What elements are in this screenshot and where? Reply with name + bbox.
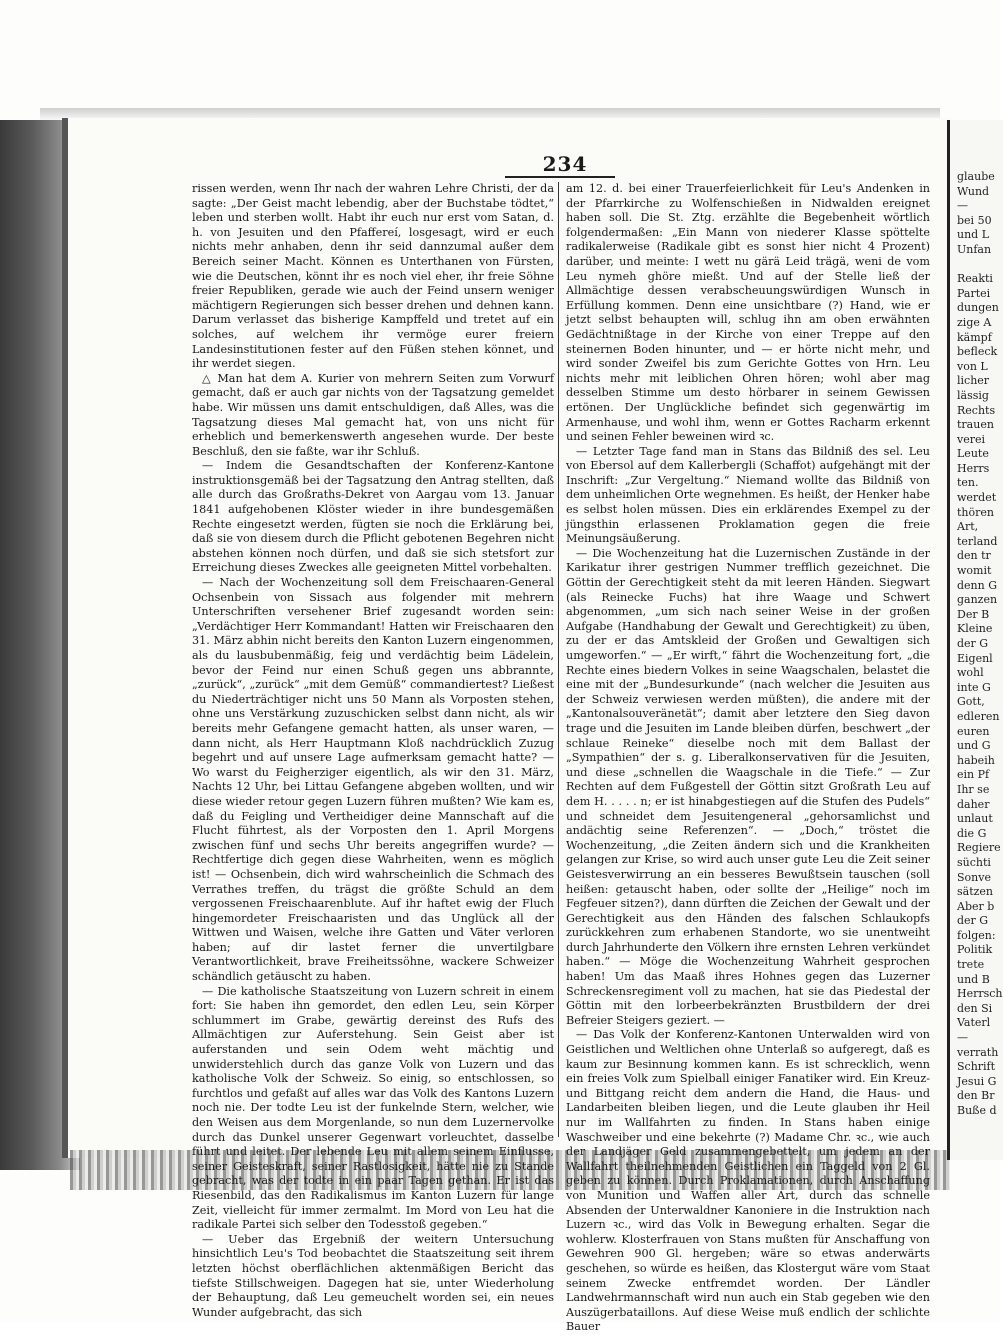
paragraph: rissen werden, wenn Ihr nach der wahren Lehre Christi, der da sagte: „Der Geist macht lebendig, aber der Buchstabe tödtet,“ leben und sterben wollt. Habt ihr euch nur erst vom Satan, d. h. von Jesuiten und den Pfaffereí, losgesagt, wird er euch nichts mehr anhaben, denn ihr seid dannzumal außer dem Bereich seiner Macht. Können es Unterthanen von Fürsten, wie die Deutschen, könnt ihr es noch viel eher, ihr freie Söhne freier Republiken, gerade wie auch der Feind unsern weniger mächtigern Regierungen sich besser drehen und dehnen kann. Darum verlasset das bisherige Kampffeld und tretet auf ein solches, auf welchem ihr vermöge eurer freiern Landesinstitutionen fester auf den Füßen stehen könnet, und ihr werdet siegen. [192, 182, 554, 371]
paragraph: am 12. d. bei einer Trauerfeierlichkeit für Leu's Andenken in der Pfarrkirche zu Wolfenschießen in Nidwalden ereignet haben soll. Die St. Ztg. erzählte die Begebenheit wörtlich folgendermaßen: „Ein Mann von niederer Klasse spöttelte radikalerweise (Radikale gibt es sonst hier nicht 4 Prozent) darüber, und meinte: I wett nu gärä Leid trägä, weni de vom Leu nymeh ghöre mießt. Und auf der Stelle ließ der Allmächtige dessen verabscheuungswürdigen Wunsch in Erfüllung kommen. Denn eine unsichtbare (?) Hand, wie er jetzt selbst behaupten will, schlug ihn am oben erwähnten Gedächtnißtage in der Kirche von einer Treppe auf den steinernen Boden hinunter, und — er hörte nicht mehr, und wird sonder Zweifel bis zum Gerichte Gottes von Hrn. Leu nichts mehr mit leiblichen Ohren hören; wohl aber mag desselben Stimme um desto hörbarer in seinem Gewissen ertönen. Der Unglückliche befindet sich gegenwärtig im Armenhause, und wohl ihm, wenn er Gottes Racharm erkennt und seinen Fehler beweinen wird ꝛc. [566, 182, 930, 444]
paragraph: — Die katholische Staatszeitung von Luzern schreit in einem fort: Sie haben ihn gemordet, den edlen Leu, sein Körper schlummert im Grabe, gewärtig dereinst des Rufs des Allmächtigen zur Auferstehung. Sein Geist aber ist auferstanden und sein Odem weht mächtig und unwiderstehlich durch das ganze Volk von Luzern und das katholische Volk der Schweiz. So einig, so entschlossen, so furchtlos und gefaßt auf alles war das Volk des Kantons Luzern noch nie. Der todte Leu ist der funkelnde Stern, welcher, wie den Weisen aus dem Morgenlande, so nun dem Luzernervolke durch das Dunkel unserer Gegenwart vorleuchtet, dasselbe führt und leitet. Der lebende Leu mit allem seinem Einflusse, seiner Geisteskraft, seiner Rastlosigkeit, hätte nie zu Stande gebracht, was der todte in ein paar Tagen gethan. Er ist das Riesenbild, das den Radikalismus im Kanton Luzern für lange Zeit, vielleicht für immer zermalmt. Im Mord von Leu hat die radikale Partei sich selber den Todesstoß gegeben.“ [192, 984, 554, 1232]
adjacent-page-text: glaube Wund — bei 50 und L Unfan Reakti Partei dungen zige A kämpf befleck von L licher lässig Rechts trauen verei Leute Herrs ten. werdet thören Art, terland den tr womit denn G ganzen Der B Kleine der G Eigenl wohl inte G Gott, edleren euren und G habeih ein Pf Ihr se daher unlaut die G Regiere süchti Sonve sätzen Aber b der G folgen: Politik trete und B Herrsch den Si Vaterl — verrath Schrift Jesui G den Br Buße d [957, 170, 1003, 1117]
paragraph: — Ueber das Ergebniß der weitern Untersuchung hinsichtlich Leu's Tod beobachtet die Staatszeitung seit ihrem letzten höchst oberflächlichen aktenmäßigen Bericht das tiefste Stillschweigen. Dagegen hat sie, unter Wiederholung der Behauptung, daß Leu gemeuchelt worden sei, ein neues Wunder aufgebracht, das sich [192, 1232, 554, 1319]
paragraph: — Die Wochenzeitung hat die Luzernischen Zustände in der Karikatur ihrer gestrigen Nummer trefflich gezeichnet. Die Göttin der Gerechtigkeit steht da mit leeren Händen. Siegwart (als Reinecke Fuchs) hat ihre Waage und Schwert abgenommen, „um sich nach seiner Weise in der großen Aufgabe (Handhabung der Gewalt und Gerechtigkeit) zu üben, zu der er das Amtskleid der Großen und Gewaltigen sich umgeworfen.“ — „Er wirft,“ fährt die Wochenzeitung fort, „die Rechte eines biedern Volkes in seine Waagschalen, belastet die eine mit der „Bundesurkunde“ (nach welcher die Jesuiten aus der Schweiz verwiesen werden müßten), die andere mit der „Kantonalsouveränetät“; damit aber letztere den Sieg davon trage und die Jesuiten im Lande bleiben dürfen, beschwert „der schlaue Reineke“ dieselbe noch mit dem Ballast der „Sympathien“ der s. g. Liberalkonservativen für die Jesuiten, und diese „schnellen die Waagschale in die Tiefe.“ — Zur Rechten auf dem Fußgestell der Göttin sitzt Großrath Leu auf dem H. . . . . n; er ist hinabgestiegen auf die Stufen des Pudels“ und schneidet dem Jesuitengeneral „gehorsamlichst und andächtig seine Referenzen“. — „Doch,“ tröstet die Wochenzeitung, „die Zeiten ändern sich und die Krankheiten gelangen zur Krise, so wird auch unser gute Leu die Zeit seiner Geistesverwirrung an ein besseres Bewußtsein tauschen (soll heißen: getauscht haben, oder sollte der „Heilige“ noch im Fegfeuer sitzen?), dann dürften die Zeichen der Gewalt und der Gerechtigkeit aus den Händen des falschen Schlaukopfs zurückkehren zum erhabenen Standorte, wo sie unentweiht durch Jahrhunderte den Völkern ihre ernsten Lehren verkündet haben.“ — Möge die Wochenzeitung Wahrheit gesprochen haben! Um das Maaß ihres Hohnes gegen das Luzerner Schreckensregiment voll zu machen, hat sie das Piedestal der Göttin mit den lorbeerbekränzten Brustbildern der drei Befreier Steigers geziert. — [566, 546, 930, 1027]
page-number-rule [505, 176, 615, 178]
paragraph: — Letzter Tage fand man in Stans das Bildniß des sel. Leu von Ebersol auf dem Kallerbergli (Schaffot) aufgehängt mit der Inschrift: „Zur Vergeltung.“ Niemand wollte das Bildniß von dem unheimlichen Orte wegnehmen. Es heißt, der Henker habe es selbst holen müssen. Dies ein erklärendes Exempel zu der jüngsthin erlassenen Proklamation gegen die freie Meinungsäußerung. [566, 444, 930, 546]
paragraph: — Indem die Gesandtschaften der Konferenz-Kantone instruktionsgemäß bei der Tagsatzung den Antrag stellten, daß alle durch das Großraths-Dekret von Aargau vom 13. Januar 1841 aufgehobenen Klöster wieder in ihre bundesgemäßen Rechte eingesetzt werden, fügten sie noch die Erklärung bei, daß sie von diesem durch die Pflicht gebotenen Begehren nicht abstehen können noch dürfen, und daß sie sich stetsfort zur Erreichung dieses Zweckes alle geeigneten Mittel vorbehalten. [192, 459, 554, 575]
right-text-column [566, 182, 930, 1334]
paragraph: — Nach der Wochenzeitung soll dem Freischaaren-General Ochsenbein von Sissach aus folgender mit mehrern Unterschriften versehener Brief zugesandt worden sein: „Verdächtiger Herr Kommandant! Hatten wir Freischaaren den 31. März abhin nicht bereits den Kanton Luzern eingenommen, als du lausbubenmäßig, feig und verdächtig beim Lädelein, bevor der Feind nur einen Schuß gegen uns abbrannte, „zurück“, „zurück“ „mit dem Gemüß“ commandiertest? Ließest du Niederträchtiger nicht uns 50 Mann als Vorposten stehen, ohne uns Verstärkung zuzuschicken selbst dann nicht, als wir bereits mehr Gefangene gemacht hatten, als unser waren, — dann nicht, als Herr Hauptmann Kloß nachdrücklich Zuzug begehrt und auf unsere Lage aufmerksam gemacht hatte? — Wo warst du Feigherziger eigentlich, als wir den 31. März, Nachts 12 Uhr, bei Littau Gefangene abgeben wollten, und wir diese wieder retour gegen Luzern führen mußten? Wie kam es, daß du Feigling und Vertheidiger deine Mannschaft auf die Flucht führtest, als der Vorposten den 1. April Morgens zwischen fünf und sechs Uhr bereits angegriffen wurde? — Rechtfertige dich gegen diese Wahrheiten, wenn es möglich ist! — Ochsenbein, dich wird wahrscheinlich die Schmach des Verrathes treffen, du trägst die größte Schuld an dem vergossenen Freischaarenblute. Auf ihr haftet ewig der Fluch hingemordeter Freischaaristen und das Unglück all der Wittwen und Waisen, welche ihre Gatten und Väter verloren haben; auf dir lastet ferner die unvertilgbare Verantwortlichkeit, brave Freiheitssöhne, wackere Schweizer schändlich getäuscht zu haben. [192, 576, 554, 984]
page-number: 234 [542, 152, 588, 176]
column-divider [558, 182, 559, 1137]
adjacent-page-fragment [947, 120, 1003, 1160]
paragraph: — Das Volk der Konferenz-Kantonen Unterwalden wird von Geistlichen und Weltlichen ohne Unterlaß so aufgeregt, daß es kaum zur Besinnung kommen kann. Es ist schrecklich, wenn ein freies Volk zum Spielball einiger Fanatiker wird. Ein Kreuz- und Bittgang reicht dem andern die Hand, die Haus- und Landarbeiten bleiben liegen, und die Leute glauben ihr Heil nur im Wallfahrten zu finden. In Stans haben einige Waschweiber und eine bekehrte (?) Madame Chr. ꝛc., wie auch der Landjäger Geld zusammengebettelt, um jedem an der Wallfahrt theilnehmenden Geistlichen ein Taggeld von 2 Gl. geben zu können. Durch Proklamationen, durch Anschaffung von Munition und Waffen aller Art, durch das schnelle Absenden der Unterwaldner Kanoniere in die Instruktion nach Luzern ꝛc., wird das Volk in Bewegung erhalten. Segar die wohlerw. Klosterfrauen von Stans mußten für Anschaffung von Gewehren 900 Gl. hergeben; wäre so etwas anderwärts geschehen, so würde es heißen, das Klostergut wäre vom Staat seinem Zwecke entfremdet worden. Der Ländler Landwehrmannschaft wird nun auch ein Stab gegeben wie den Auszügerbataillons. Auf diese Weise muß endlich der schlichte Bauer [566, 1028, 930, 1334]
left-text-column [192, 182, 554, 1319]
paragraph: △ Man hat dem A. Kurier von mehrern Seiten zum Vorwurf gemacht, daß er auch gar nichts von der Tagsatzung gemeldet habe. Wir müssen uns damit entschuldigen, daß Alles, was die Tagsatzung dieses Mal gemacht hat, von uns nicht für erheblich und bemerkenswerth angesehen wurde. Der beste Beschluß, den sie faßte, war ihr Schluß. [192, 371, 554, 458]
